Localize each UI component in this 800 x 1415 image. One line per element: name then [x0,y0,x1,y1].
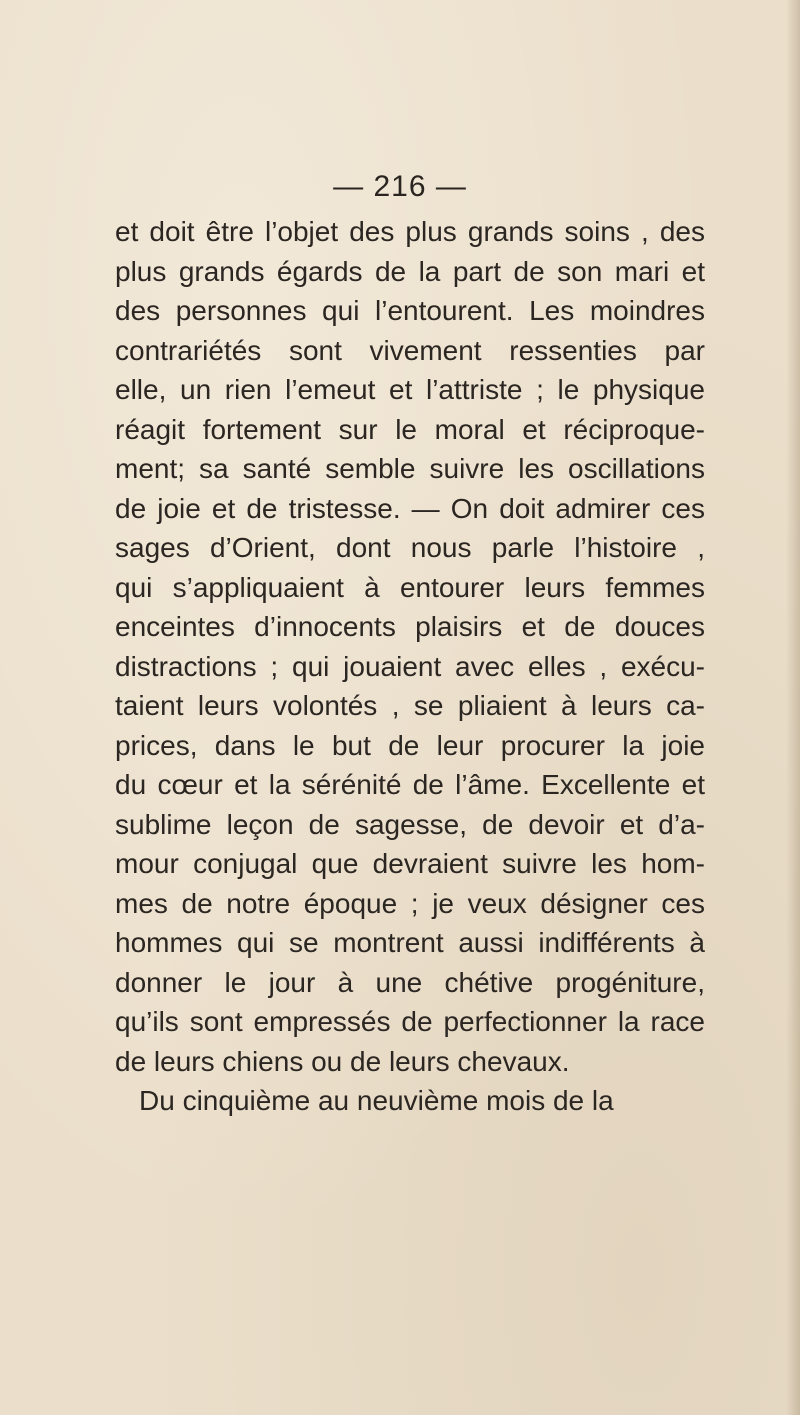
body-text [115,212,705,1121]
text-line: mes de notre époque ; je veux désigner ces [115,887,705,919]
text-line: sublime leçon de sagesse, de devoir et d’a- [115,808,705,840]
text-line: du cœur et la sérénité de l’âme. Excellente et [115,769,705,800]
text-line: qui s’appliquaient à entourer leurs femmes [115,571,705,603]
text-line: qu’ils sont empressés de perfectionner la race [115,1006,705,1037]
text-line: des personnes qui l’entourent. Les moindres [115,295,705,326]
text-line: réagit fortement sur le moral et réciproque- [115,413,705,445]
text-line: donner le jour à une chétive progéniture, [115,966,705,998]
text-line: sages d’Orient, dont nous parle l’histoire , [115,532,705,563]
text-line: prices, dans le but de leur procurer la joie [115,729,705,761]
text-line: plus grands égards de la part de son mari et [115,255,705,287]
page-edge-shadow [786,0,800,1415]
text-line: elle, un rien l’emeut et l’attriste ; le physique [115,374,705,405]
text-line: enceintes d’innocents plaisirs et de douces [115,611,705,642]
text-line: hommes qui se montrent aussi indifférents à [115,927,705,958]
text-line: contrariétés sont vivement ressenties par [115,334,705,366]
text-line: ment; sa santé semble suivre les oscillations [115,453,705,484]
text-line: Du cinquième au neuvième mois de la [139,1085,614,1116]
text-line: distractions ; qui jouaient avec elles , exécu- [115,650,705,682]
text-line: taient leurs volontés , se pliaient à leurs ca- [115,690,705,721]
page-number: — 216 — [333,170,467,203]
text-line: de joie et de tristesse. — On doit admirer ces [115,492,705,524]
text-line: et doit être l’objet des plus grands soins , des [115,216,705,247]
text-line: de leurs chiens ou de leurs chevaux. [115,1045,570,1077]
text-line: mour conjugal que devraient suivre les hom- [115,848,705,879]
